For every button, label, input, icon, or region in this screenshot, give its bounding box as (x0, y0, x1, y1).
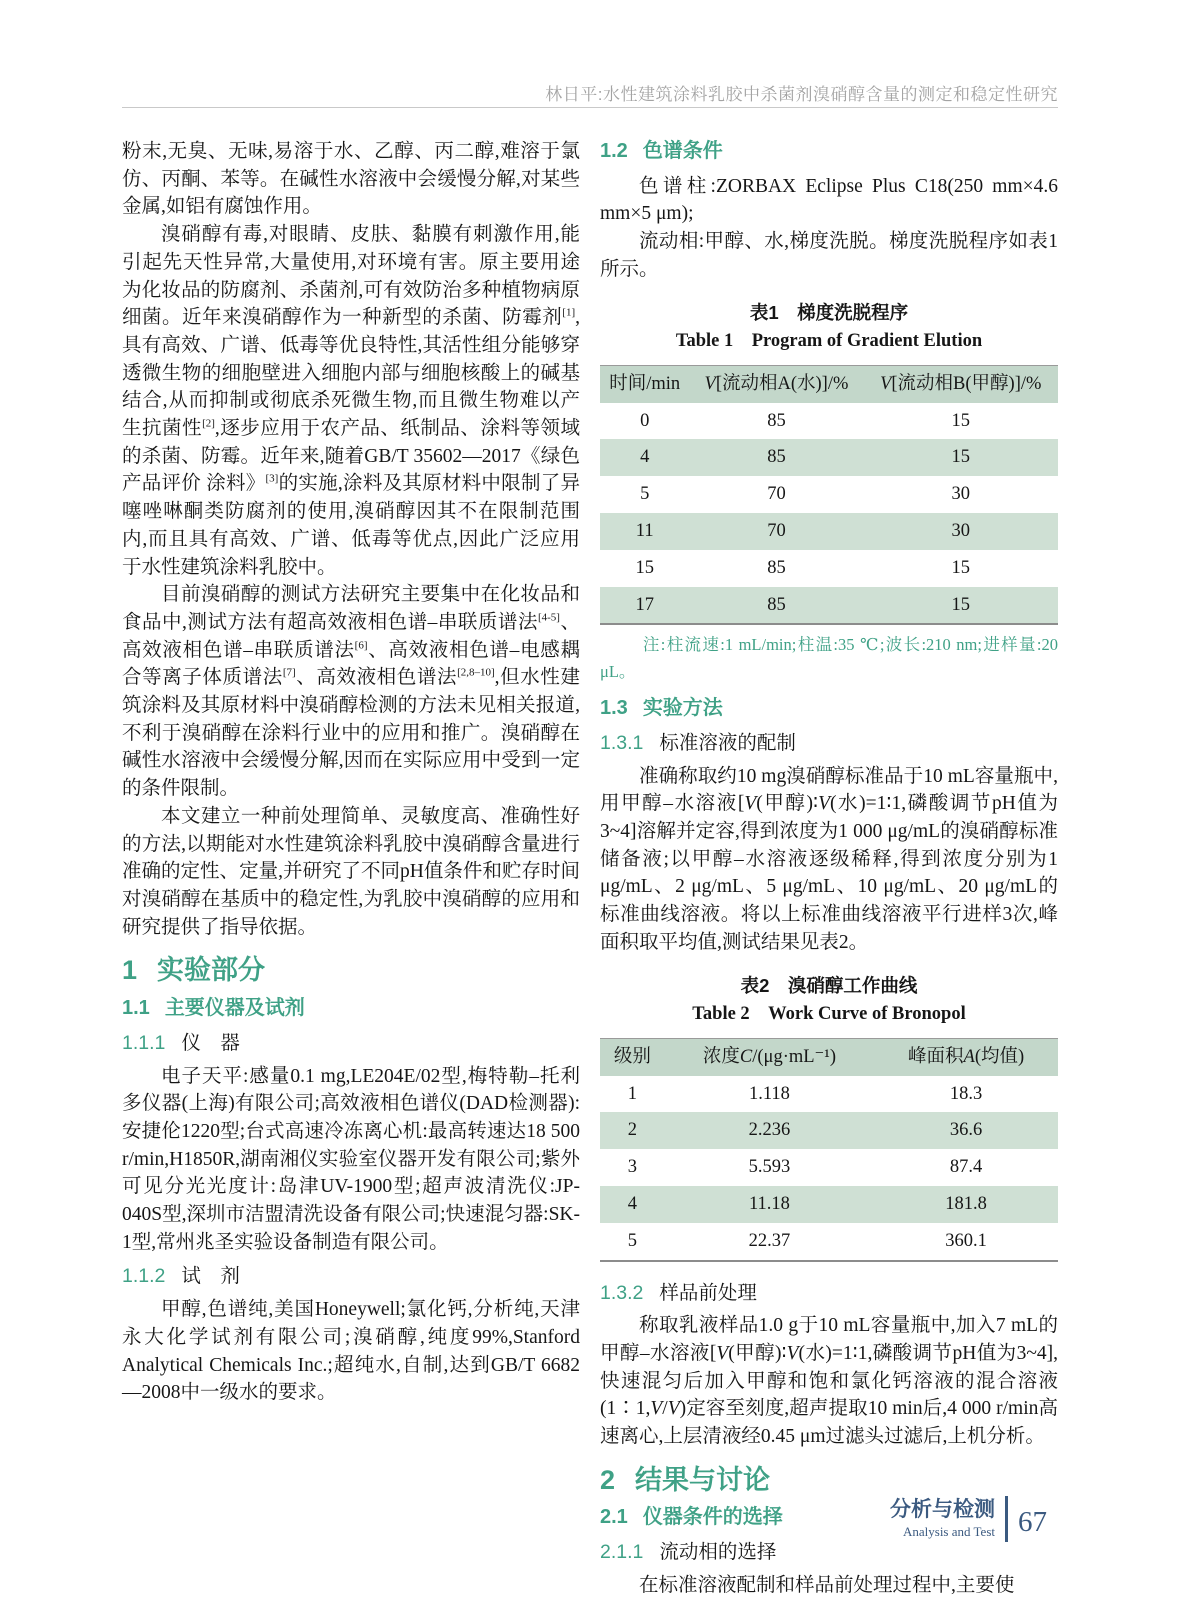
section-number: 2.1.1 (600, 1541, 644, 1564)
section-1-2-heading (600, 138, 1058, 166)
section-1-1-1-heading (122, 1030, 580, 1058)
right-column (600, 138, 1058, 1600)
table1-caption (600, 298, 1058, 357)
section-number: 1.1.1 (122, 1031, 166, 1054)
table-cell: 18.3 (949, 1083, 983, 1104)
page-footer (890, 1496, 1047, 1542)
table-cell: 3 (627, 1157, 637, 1178)
paragraph-toxicity: 溴硝醇有毒,对眼睛、皮肤、黏膜有刺激作用,能引起先天性异常,大量使用,对环境有害。原主要用途为化妆品的防腐剂、杀菌剂,可有效防治多种植物病原细菌。近年来溴硝醇作为一种新型的杀菌、防霉剂[1],具有高效、广谱、低毒等优良特性,其活性组分能够穿透微生物的细胞壁进入细胞内部与细胞核酸上的碱基结合,从而抑制或彻底杀死微生物,而且微生物难以产生抗菌性[2],逐步应用于农产品、纸制品、涂料等领域的杀菌、防霉。近年来,随着GB/T 35602—2017《绿色产品评价 涂料》[3]的实施,涂料及其原材料中限制了异噻唑啉酮类防腐剂的使用,溴硝醇因其不在限制范围内,而且具有高效、广谱、低毒等优点,因此广泛应用于水性建筑涂料乳胶中。 (122, 224, 580, 578)
section-number: 1 (122, 955, 138, 986)
section-1-heading (122, 957, 580, 985)
table-cell: 85 (767, 447, 786, 468)
table1-col-time: 时间/min (600, 365, 689, 402)
footer-section-en: Analysis and Test (902, 1524, 995, 1540)
section-number: 1.1 (122, 997, 150, 1020)
table-cell: 15 (951, 557, 970, 578)
table-cell: 5.593 (748, 1157, 791, 1178)
footer-divider-bar (1005, 1496, 1008, 1542)
table-cell: 1 (627, 1083, 637, 1104)
section-title: 结果与讨论 (635, 1464, 771, 1495)
footer-section-labels (890, 1498, 995, 1540)
table-cell: 0 (640, 410, 650, 431)
header-rule (122, 107, 1058, 108)
section-1-1-heading (122, 995, 580, 1023)
table-cell: 360.1 (945, 1230, 987, 1251)
table-cell: 15 (951, 410, 970, 431)
table2-caption (600, 971, 1058, 1030)
table-cell: 70 (767, 484, 786, 505)
table-cell: 2 (627, 1120, 637, 1141)
paragraph-intro-continuation: 粉末,无臭、无味,易溶于水、乙醇、丙二醇,难溶于氯仿、丙酮、苯等。在碱性水溶液中会缓慢分解,对某些金属,如铝有腐蚀作用。 (122, 141, 580, 218)
table2-work-curve (600, 1038, 1058, 1262)
section-title: 色谱条件 (642, 140, 723, 162)
table-cell: 22.37 (748, 1230, 791, 1251)
table-row (600, 550, 1058, 587)
section-1-1-2-heading (122, 1263, 580, 1291)
table1-body (600, 403, 1058, 625)
section-number: 1.2 (600, 140, 628, 162)
section-title: 流动相的选择 (659, 1541, 777, 1564)
paragraph-mobile-phase-selection: 在标准溶液配制和样品前处理过程中,主要使 (639, 1574, 1015, 1596)
table-row (600, 1223, 1058, 1261)
table-row (600, 1076, 1058, 1113)
section-title: 实验方法 (642, 697, 723, 720)
paragraph-standard-solution: 准确称取约10 mg溴硝醇标准品于10 mL容量瓶中,用甲醇–水溶液[V(甲醇)∶V(水)=1∶1,磷酸调节pH值为3~4]溶解并定容,得到浓度为1 000 μg/mL的溴硝醇标准储备液;以甲醇–水溶液逐级稀释,得到浓度分别为1 μg/mL、2 μg/mL、5 μg/mL、10 μg/mL、20 μg/mL的标准曲线溶液。将以上标准曲线溶液平行进样3次,峰面积取平均值,测试结果见表2。 (600, 765, 1058, 953)
table2-caption-cn: 表2 溴硝醇工作曲线 (740, 974, 918, 996)
section-title: 仪器条件的选择 (642, 1506, 783, 1529)
table-cell: 87.4 (949, 1157, 983, 1178)
table-row (600, 476, 1058, 513)
table2-col-level: 级别 (600, 1038, 665, 1075)
table-cell: 11.18 (748, 1193, 790, 1214)
paragraph-test-methods: 目前溴硝醇的测试方法研究主要集中在化妆品和食品中,测试方法有超高效液相色谱–串联质谱法[4-5]、高效液相色谱–串联质谱法[6]、高效液相色谱–电感耦合等离子体质谱法[7]、高效液相色谱法[2,8–10],但水性建筑涂料及其原材料中溴硝醇检测的方法未见相关报道,不利于溴硝醇在涂料行业中的应用和推广。溴硝醇在碱性水溶液中会缓慢分解,因而在实际应用中受到一定的条件限制。 (122, 584, 580, 800)
table2-caption-en: Table 2 Work Curve of Bronopol (692, 1004, 966, 1025)
table-row (600, 1186, 1058, 1223)
paragraph-reagents: 甲醇,色谱纯,美国Honeywell;氯化钙,分析纯,天津永大化学试剂有限公司;溴硝醇,纯度99%,Stanford Analytical Chemicals Inc.;超纯水,自制,达到GB/T 6682—2008中一级水的要求。 (122, 1299, 580, 1404)
table-cell: 5 (640, 484, 650, 505)
section-1-3-2-heading (600, 1280, 1058, 1308)
paragraph-purpose: 本文建立一种前处理简单、灵敏度高、准确性好的方法,以期能对水性建筑涂料乳胶中溴硝醇含量进行准确的定性、定量,并研究了不同pH值条件和贮存时间对溴硝醇在基质中的稳定性,为乳胶中溴硝醇的应用和研究提供了指导依据。 (122, 805, 580, 938)
section-title: 试 剂 (181, 1265, 240, 1288)
section-title: 实验部分 (157, 955, 266, 986)
table-row (600, 1112, 1058, 1149)
paragraph-instruments: 电子天平:感量0.1 mg,LE204E/02型,梅特勒–托利多仪器(上海)有限公司;高效液相色谱仪(DAD检测器):安捷伦1220型;台式高速冷冻离心机:最高转速达18 500 r/min,H1850R,湖南湘仪实验室仪器开发有限公司;紫外可见分光光度计:岛津UV-1900型;超声波清洗仪:JP-040S型,深圳市洁盟清洗设备有限公司;快速混匀器:SK-1型,常州兆圣实验设备制造有限公司。 (122, 1065, 580, 1253)
table-cell: 36.6 (949, 1120, 983, 1141)
table-cell: 30 (951, 520, 970, 541)
section-number: 2 (600, 1464, 616, 1495)
table1-gradient-elution (600, 365, 1058, 626)
section-title: 样品前处理 (659, 1281, 757, 1304)
left-column (122, 138, 580, 1600)
section-number: 1.3.2 (600, 1281, 644, 1304)
table-cell: 181.8 (945, 1193, 987, 1214)
table2-col-peak-area: 峰面积A(均值) (874, 1038, 1058, 1075)
paragraph-mobile-phase: 流动相:甲醇、水,梯度洗脱。梯度洗脱程序如表1所示。 (600, 231, 1058, 280)
table-cell: 1.118 (748, 1083, 790, 1104)
table1-note: 注:柱流速:1 mL/min;柱温:35 ℃;波长:210 nm;进样量:20 μL。 (600, 635, 1058, 681)
table-cell: 85 (767, 594, 786, 615)
section-2-1-1-heading (600, 1539, 1058, 1567)
section-1-3-1-heading (600, 730, 1058, 758)
section-2-heading (600, 1464, 1058, 1495)
table-row (600, 403, 1058, 440)
paragraph-column-spec: 色谱柱:ZORBAX Eclipse Plus C18(250 mm×4.6 mm×5 μm); (600, 175, 1058, 225)
page-number: 67 (1018, 1505, 1047, 1538)
table1-caption-cn: 表1 梯度洗脱程序 (749, 301, 909, 323)
table-cell: 2.236 (748, 1120, 791, 1141)
table-cell: 15 (951, 447, 970, 468)
table1-header (600, 365, 1058, 402)
table-cell: 11 (635, 520, 654, 541)
table-cell: 15 (635, 557, 654, 578)
section-number: 2.1 (600, 1506, 628, 1529)
table2-col-concentration: 浓度C/(μg·mL⁻¹) (665, 1038, 874, 1075)
section-number: 1.1.2 (122, 1265, 166, 1288)
footer-section-cn: 分析与检测 (890, 1497, 995, 1521)
table-cell: 30 (951, 484, 970, 505)
table-cell: 5 (627, 1230, 637, 1251)
two-column-body (122, 138, 1058, 1600)
table-cell: 85 (767, 410, 786, 431)
table-cell: 15 (951, 594, 970, 615)
table1-caption-en: Table 1 Program of Gradient Elution (675, 331, 983, 352)
paragraph-sample-preparation: 称取乳液样品1.0 g于10 mL容量瓶中,加入7 mL的甲醇–水溶液[V(甲醇)∶V(水)=1∶1,磷酸调节pH值为3~4],快速混匀后加入甲醇和饱和氯化钙溶液的混合溶液(1∶1,V/V)定容至刻度,超声提取10 min后,4 000 r/min高速离心,上层清液经0.45 μm过滤头过滤后,上机分析。 (600, 1315, 1059, 1448)
table1-col-phase-a: V[流动相A(水)]/% (689, 365, 863, 402)
section-1-3-heading (600, 695, 1058, 723)
table-cell: 70 (767, 520, 786, 541)
table1-col-phase-b: V[流动相B(甲醇)]/% (864, 365, 1058, 402)
table-row (600, 587, 1058, 625)
table2-body (600, 1076, 1058, 1261)
section-title: 主要仪器及试剂 (164, 997, 305, 1020)
section-title: 仪 器 (181, 1031, 240, 1054)
running-head: 林日平:水性建筑涂料乳胶中杀菌剂溴硝醇含量的测定和稳定性研究 (545, 85, 1058, 104)
table-cell: 85 (767, 557, 786, 578)
section-number: 1.3.1 (600, 731, 644, 754)
section-number: 1.3 (600, 697, 628, 720)
table2-header (600, 1038, 1058, 1075)
table-row (600, 439, 1058, 476)
table-cell: 4 (640, 447, 650, 468)
table-row (600, 513, 1058, 550)
table-cell: 17 (635, 594, 654, 615)
section-title: 标准溶液的配制 (659, 731, 796, 754)
table-cell: 4 (627, 1193, 637, 1214)
table-row (600, 1149, 1058, 1186)
